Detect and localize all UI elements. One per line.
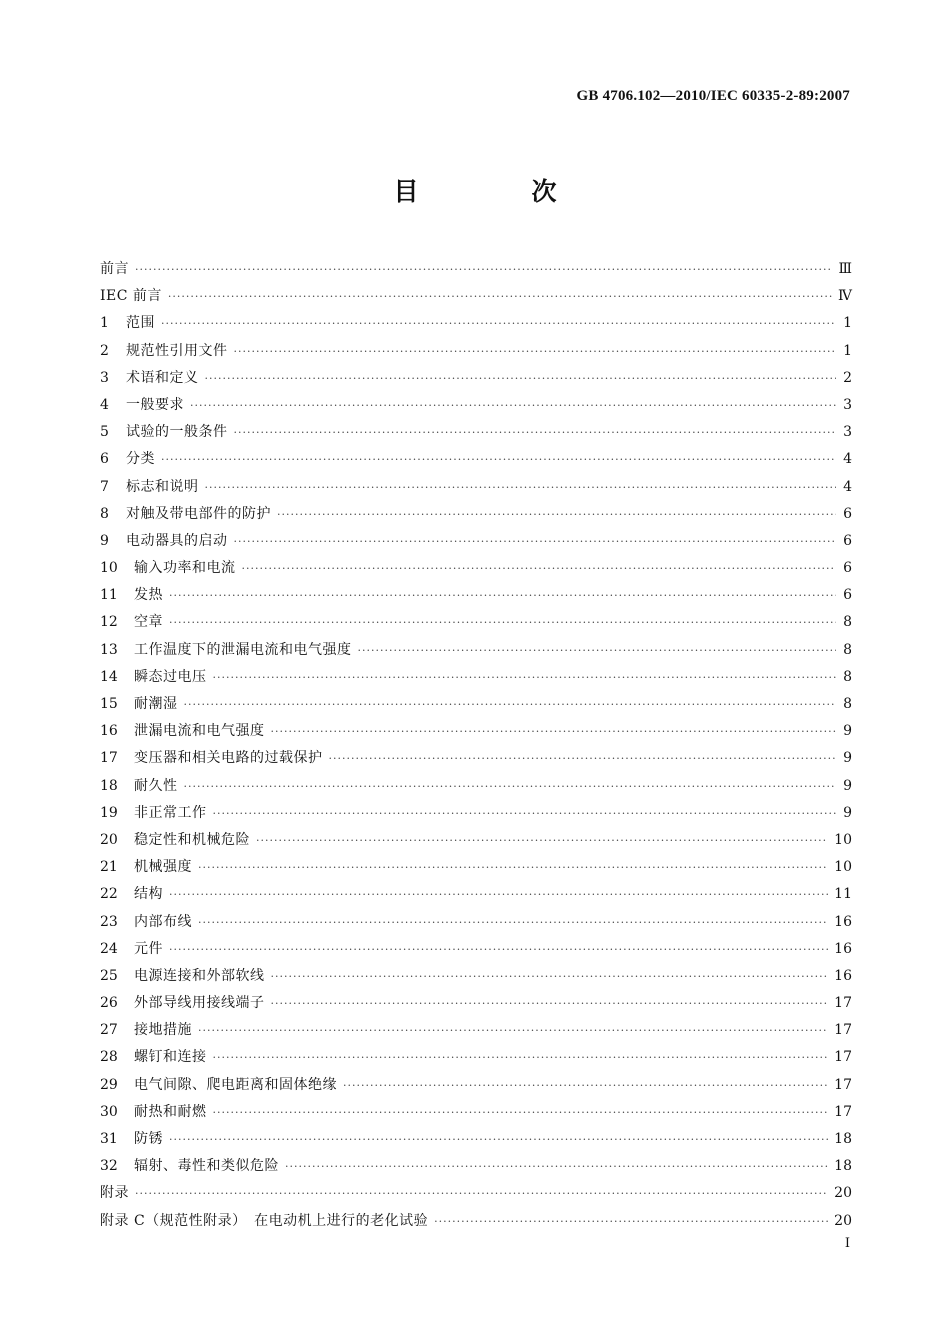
toc-entry-label: 接地措施 bbox=[134, 1022, 192, 1039]
toc-entry-page: 20 bbox=[834, 1185, 852, 1202]
toc-entry-number: 17 bbox=[100, 750, 118, 767]
toc-entry[interactable] bbox=[100, 1044, 852, 1071]
page-number: Ⅰ bbox=[844, 1236, 850, 1251]
toc-entry-label: 辐射、毒性和类似危险 bbox=[134, 1158, 279, 1175]
toc-entry-page: 10 bbox=[834, 831, 852, 848]
toc-entry-page: 11 bbox=[834, 886, 852, 903]
toc-entry-number: 2 bbox=[100, 342, 109, 359]
toc-entry-page: 9 bbox=[843, 777, 852, 794]
toc-entry[interactable] bbox=[100, 338, 852, 365]
toc-entry-page: Ⅲ bbox=[838, 261, 852, 277]
toc-entry[interactable] bbox=[100, 664, 852, 691]
toc-entry-label: 机械强度 bbox=[134, 859, 192, 876]
toc-leader-dots bbox=[169, 1126, 828, 1153]
toc-leader-dots bbox=[329, 745, 837, 772]
toc-entry-number: 25 bbox=[100, 967, 118, 984]
toc-entry-label: IEC 前言 bbox=[100, 288, 162, 305]
standard-code: GB 4706.102—2010/IEC 60335-2-89:2007 bbox=[576, 88, 850, 104]
toc-entry[interactable] bbox=[100, 582, 852, 609]
toc-leader-dots bbox=[169, 936, 828, 963]
toc-entry-number: 31 bbox=[100, 1131, 118, 1147]
toc-entry-number: 22 bbox=[100, 886, 118, 903]
toc-entry-number: 15 bbox=[100, 696, 118, 712]
toc-entry[interactable] bbox=[100, 365, 852, 392]
toc-entry-page: 8 bbox=[843, 641, 852, 658]
toc-entry[interactable] bbox=[100, 1099, 852, 1126]
toc-entry-number: 12 bbox=[100, 614, 118, 631]
toc-entry-page: 1 bbox=[843, 315, 852, 332]
toc-entry-number: 21 bbox=[100, 859, 118, 876]
toc-entry-number: 10 bbox=[100, 560, 118, 577]
toc-entry[interactable] bbox=[100, 990, 852, 1017]
toc-leader-dots bbox=[198, 854, 828, 881]
toc-entry-page: 8 bbox=[843, 668, 852, 685]
toc-entry-label: 空章 bbox=[134, 614, 163, 631]
toc-entry[interactable] bbox=[100, 637, 852, 664]
toc-entry-page: 8 bbox=[843, 614, 852, 631]
toc-entry-page: 18 bbox=[834, 1131, 852, 1147]
toc-entry[interactable] bbox=[100, 419, 852, 446]
toc-entry-page: 16 bbox=[834, 913, 852, 930]
toc-leader-dots bbox=[271, 718, 837, 745]
toc-entry-label: 外部导线用接线端子 bbox=[134, 995, 265, 1012]
toc-leader-dots bbox=[184, 691, 837, 718]
toc-entry[interactable] bbox=[100, 718, 852, 745]
toc-entry[interactable] bbox=[100, 474, 852, 501]
toc-leader-dots bbox=[271, 963, 829, 990]
toc-entry-page: 17 bbox=[834, 1103, 852, 1120]
toc-entry-label: 耐潮湿 bbox=[134, 696, 178, 712]
toc-entry[interactable] bbox=[100, 256, 852, 283]
toc-leader-dots bbox=[213, 1099, 829, 1126]
toc-entry-label: 变压器和相关电路的过载保护 bbox=[134, 750, 323, 767]
toc-entry-label: 一般要求 bbox=[126, 396, 184, 413]
toc-entry-number: 32 bbox=[100, 1158, 118, 1175]
toc-entry-label: 附录 C（规范性附录） 在电动机上进行的老化试验 bbox=[100, 1212, 429, 1229]
toc-entry-page: 10 bbox=[834, 859, 852, 876]
toc-entry-number: 6 bbox=[100, 451, 109, 468]
toc-entry-number: 4 bbox=[100, 396, 109, 413]
toc-entry-label: 试验的一般条件 bbox=[126, 424, 228, 441]
toc-leader-dots bbox=[343, 1072, 828, 1099]
toc-leader-dots bbox=[161, 310, 836, 337]
toc-leader-dots bbox=[234, 528, 837, 555]
toc-leader-dots bbox=[135, 1180, 828, 1207]
toc-entry[interactable] bbox=[100, 1072, 852, 1099]
toc-leader-dots bbox=[198, 1017, 828, 1044]
toc-entry-number: 27 bbox=[100, 1022, 118, 1039]
toc-entry-label: 发热 bbox=[134, 587, 163, 604]
toc-entry-page: 4 bbox=[843, 451, 852, 468]
toc-entry[interactable] bbox=[100, 1153, 852, 1180]
toc-entry-number: 16 bbox=[100, 723, 118, 740]
toc-entry-number: 19 bbox=[100, 804, 118, 821]
toc-entry-label: 内部布线 bbox=[134, 913, 192, 930]
table-of-contents bbox=[100, 256, 852, 1235]
toc-entry-number: 18 bbox=[100, 777, 118, 794]
toc-leader-dots bbox=[135, 256, 832, 283]
toc-leader-dots bbox=[213, 1044, 829, 1071]
toc-entry-number: 9 bbox=[100, 532, 109, 549]
toc-leader-dots bbox=[169, 881, 828, 908]
toc-entry-label: 前言 bbox=[100, 261, 129, 277]
toc-entry-label: 稳定性和机械危险 bbox=[134, 831, 250, 848]
toc-entry-label: 结构 bbox=[134, 886, 163, 903]
toc-entry-label: 输入功率和电流 bbox=[134, 560, 236, 577]
toc-entry[interactable] bbox=[100, 827, 852, 854]
toc-entry-label: 耐久性 bbox=[134, 777, 178, 794]
toc-leader-dots bbox=[213, 800, 837, 827]
toc-leader-dots bbox=[169, 609, 836, 636]
page-title: 目 次 bbox=[393, 177, 601, 206]
toc-entry-page: 6 bbox=[843, 560, 852, 577]
toc-leader-dots bbox=[205, 365, 837, 392]
toc-entry-number: 8 bbox=[100, 505, 109, 522]
toc-entry-label: 工作温度下的泄漏电流和电气强度 bbox=[134, 641, 352, 658]
toc-leader-dots bbox=[168, 283, 832, 310]
toc-entry-page: 3 bbox=[843, 424, 852, 441]
toc-entry-page: 16 bbox=[834, 967, 852, 984]
toc-entry[interactable] bbox=[100, 691, 852, 718]
toc-entry-page: 3 bbox=[843, 396, 852, 413]
toc-entry-page: 17 bbox=[834, 995, 852, 1012]
toc-entry-label: 元件 bbox=[134, 940, 163, 957]
toc-entry-label: 电动器具的启动 bbox=[126, 532, 228, 549]
toc-entry-label: 泄漏电流和电气强度 bbox=[134, 723, 265, 740]
toc-entry-page: 8 bbox=[843, 696, 852, 712]
toc-entry-page: 6 bbox=[843, 532, 852, 549]
toc-leader-dots bbox=[190, 392, 836, 419]
toc-entry-number: 5 bbox=[100, 424, 109, 441]
toc-entry-number: 23 bbox=[100, 913, 118, 930]
toc-leader-dots bbox=[285, 1153, 828, 1180]
toc-entry[interactable] bbox=[100, 963, 852, 990]
toc-entry-page: 18 bbox=[834, 1158, 852, 1175]
toc-leader-dots bbox=[234, 419, 837, 446]
toc-entry[interactable] bbox=[100, 936, 852, 963]
toc-leader-dots bbox=[234, 338, 837, 365]
toc-entry-label: 规范性引用文件 bbox=[126, 342, 228, 359]
toc-entry-number: 28 bbox=[100, 1049, 118, 1066]
toc-entry[interactable] bbox=[100, 501, 852, 528]
toc-entry[interactable] bbox=[100, 1126, 852, 1153]
toc-entry[interactable] bbox=[100, 283, 852, 310]
toc-entry[interactable] bbox=[100, 854, 852, 881]
toc-entry[interactable] bbox=[100, 446, 852, 473]
toc-entry-page: 4 bbox=[843, 478, 852, 495]
toc-entry-number: 7 bbox=[100, 478, 109, 495]
toc-entry-page: 17 bbox=[834, 1049, 852, 1066]
toc-leader-dots bbox=[277, 501, 836, 528]
toc-leader-dots bbox=[434, 1208, 828, 1235]
toc-entry-label: 防锈 bbox=[134, 1131, 163, 1147]
toc-entry-label: 瞬态过电压 bbox=[134, 668, 207, 685]
toc-entry-number: 13 bbox=[100, 641, 118, 658]
toc-entry-label: 耐热和耐燃 bbox=[134, 1103, 207, 1120]
toc-entry-number: 24 bbox=[100, 940, 118, 957]
toc-leader-dots bbox=[198, 909, 828, 936]
toc-entry-label: 对触及带电部件的防护 bbox=[126, 505, 271, 522]
toc-leader-dots bbox=[358, 637, 837, 664]
toc-entry[interactable] bbox=[100, 1180, 852, 1207]
toc-entry-number: 29 bbox=[100, 1076, 118, 1093]
toc-entry-label: 标志和说明 bbox=[126, 478, 199, 495]
toc-entry-page: 9 bbox=[843, 750, 852, 767]
toc-entry-page: 17 bbox=[834, 1022, 852, 1039]
toc-entry[interactable] bbox=[100, 609, 852, 636]
toc-entry-page: 16 bbox=[834, 940, 852, 957]
toc-entry[interactable] bbox=[100, 310, 852, 337]
toc-entry-number: 20 bbox=[100, 831, 118, 848]
toc-entry-page: 20 bbox=[834, 1212, 852, 1229]
toc-leader-dots bbox=[161, 446, 836, 473]
toc-entry[interactable] bbox=[100, 881, 852, 908]
toc-entry[interactable] bbox=[100, 392, 852, 419]
toc-leader-dots bbox=[271, 990, 829, 1017]
toc-entry-page: 17 bbox=[834, 1076, 852, 1093]
toc-entry[interactable] bbox=[100, 1017, 852, 1044]
toc-entry-label: 电源连接和外部软线 bbox=[134, 967, 265, 984]
toc-entry-number: 1 bbox=[100, 315, 109, 332]
toc-entry-number: 14 bbox=[100, 668, 118, 685]
toc-entry-number: 3 bbox=[100, 369, 109, 386]
toc-entry-page: 6 bbox=[843, 587, 852, 604]
toc-leader-dots bbox=[256, 827, 828, 854]
toc-entry-page: 1 bbox=[843, 342, 852, 359]
toc-entry-page: 2 bbox=[843, 369, 852, 386]
toc-entry-page: 6 bbox=[843, 505, 852, 522]
toc-entry-label: 术语和定义 bbox=[126, 369, 199, 386]
toc-entry[interactable] bbox=[100, 745, 852, 772]
toc-leader-dots bbox=[205, 474, 837, 501]
toc-entry-page: Ⅳ bbox=[838, 288, 852, 305]
toc-entry-page: 9 bbox=[843, 804, 852, 821]
toc-entry[interactable] bbox=[100, 800, 852, 827]
toc-entry-number: 11 bbox=[100, 587, 118, 604]
toc-leader-dots bbox=[184, 773, 837, 800]
toc-entry-label: 非正常工作 bbox=[134, 804, 207, 821]
toc-entry[interactable] bbox=[100, 773, 852, 800]
toc-entry-number: 30 bbox=[100, 1103, 118, 1120]
toc-entry-number: 26 bbox=[100, 995, 118, 1012]
toc-entry-label: 螺钉和连接 bbox=[134, 1049, 207, 1066]
toc-entry-label: 附录 bbox=[100, 1185, 129, 1202]
toc-entry-label: 范围 bbox=[126, 315, 155, 332]
toc-entry-label: 电气间隙、爬电距离和固体绝缘 bbox=[134, 1076, 337, 1093]
toc-entry[interactable] bbox=[100, 1208, 852, 1235]
toc-entry[interactable] bbox=[100, 528, 852, 555]
toc-leader-dots bbox=[169, 582, 836, 609]
toc-entry[interactable] bbox=[100, 909, 852, 936]
toc-entry-page: 9 bbox=[843, 723, 852, 740]
toc-leader-dots bbox=[242, 555, 837, 582]
toc-entry[interactable] bbox=[100, 555, 852, 582]
toc-entry-label: 分类 bbox=[126, 451, 155, 468]
toc-leader-dots bbox=[213, 664, 837, 691]
